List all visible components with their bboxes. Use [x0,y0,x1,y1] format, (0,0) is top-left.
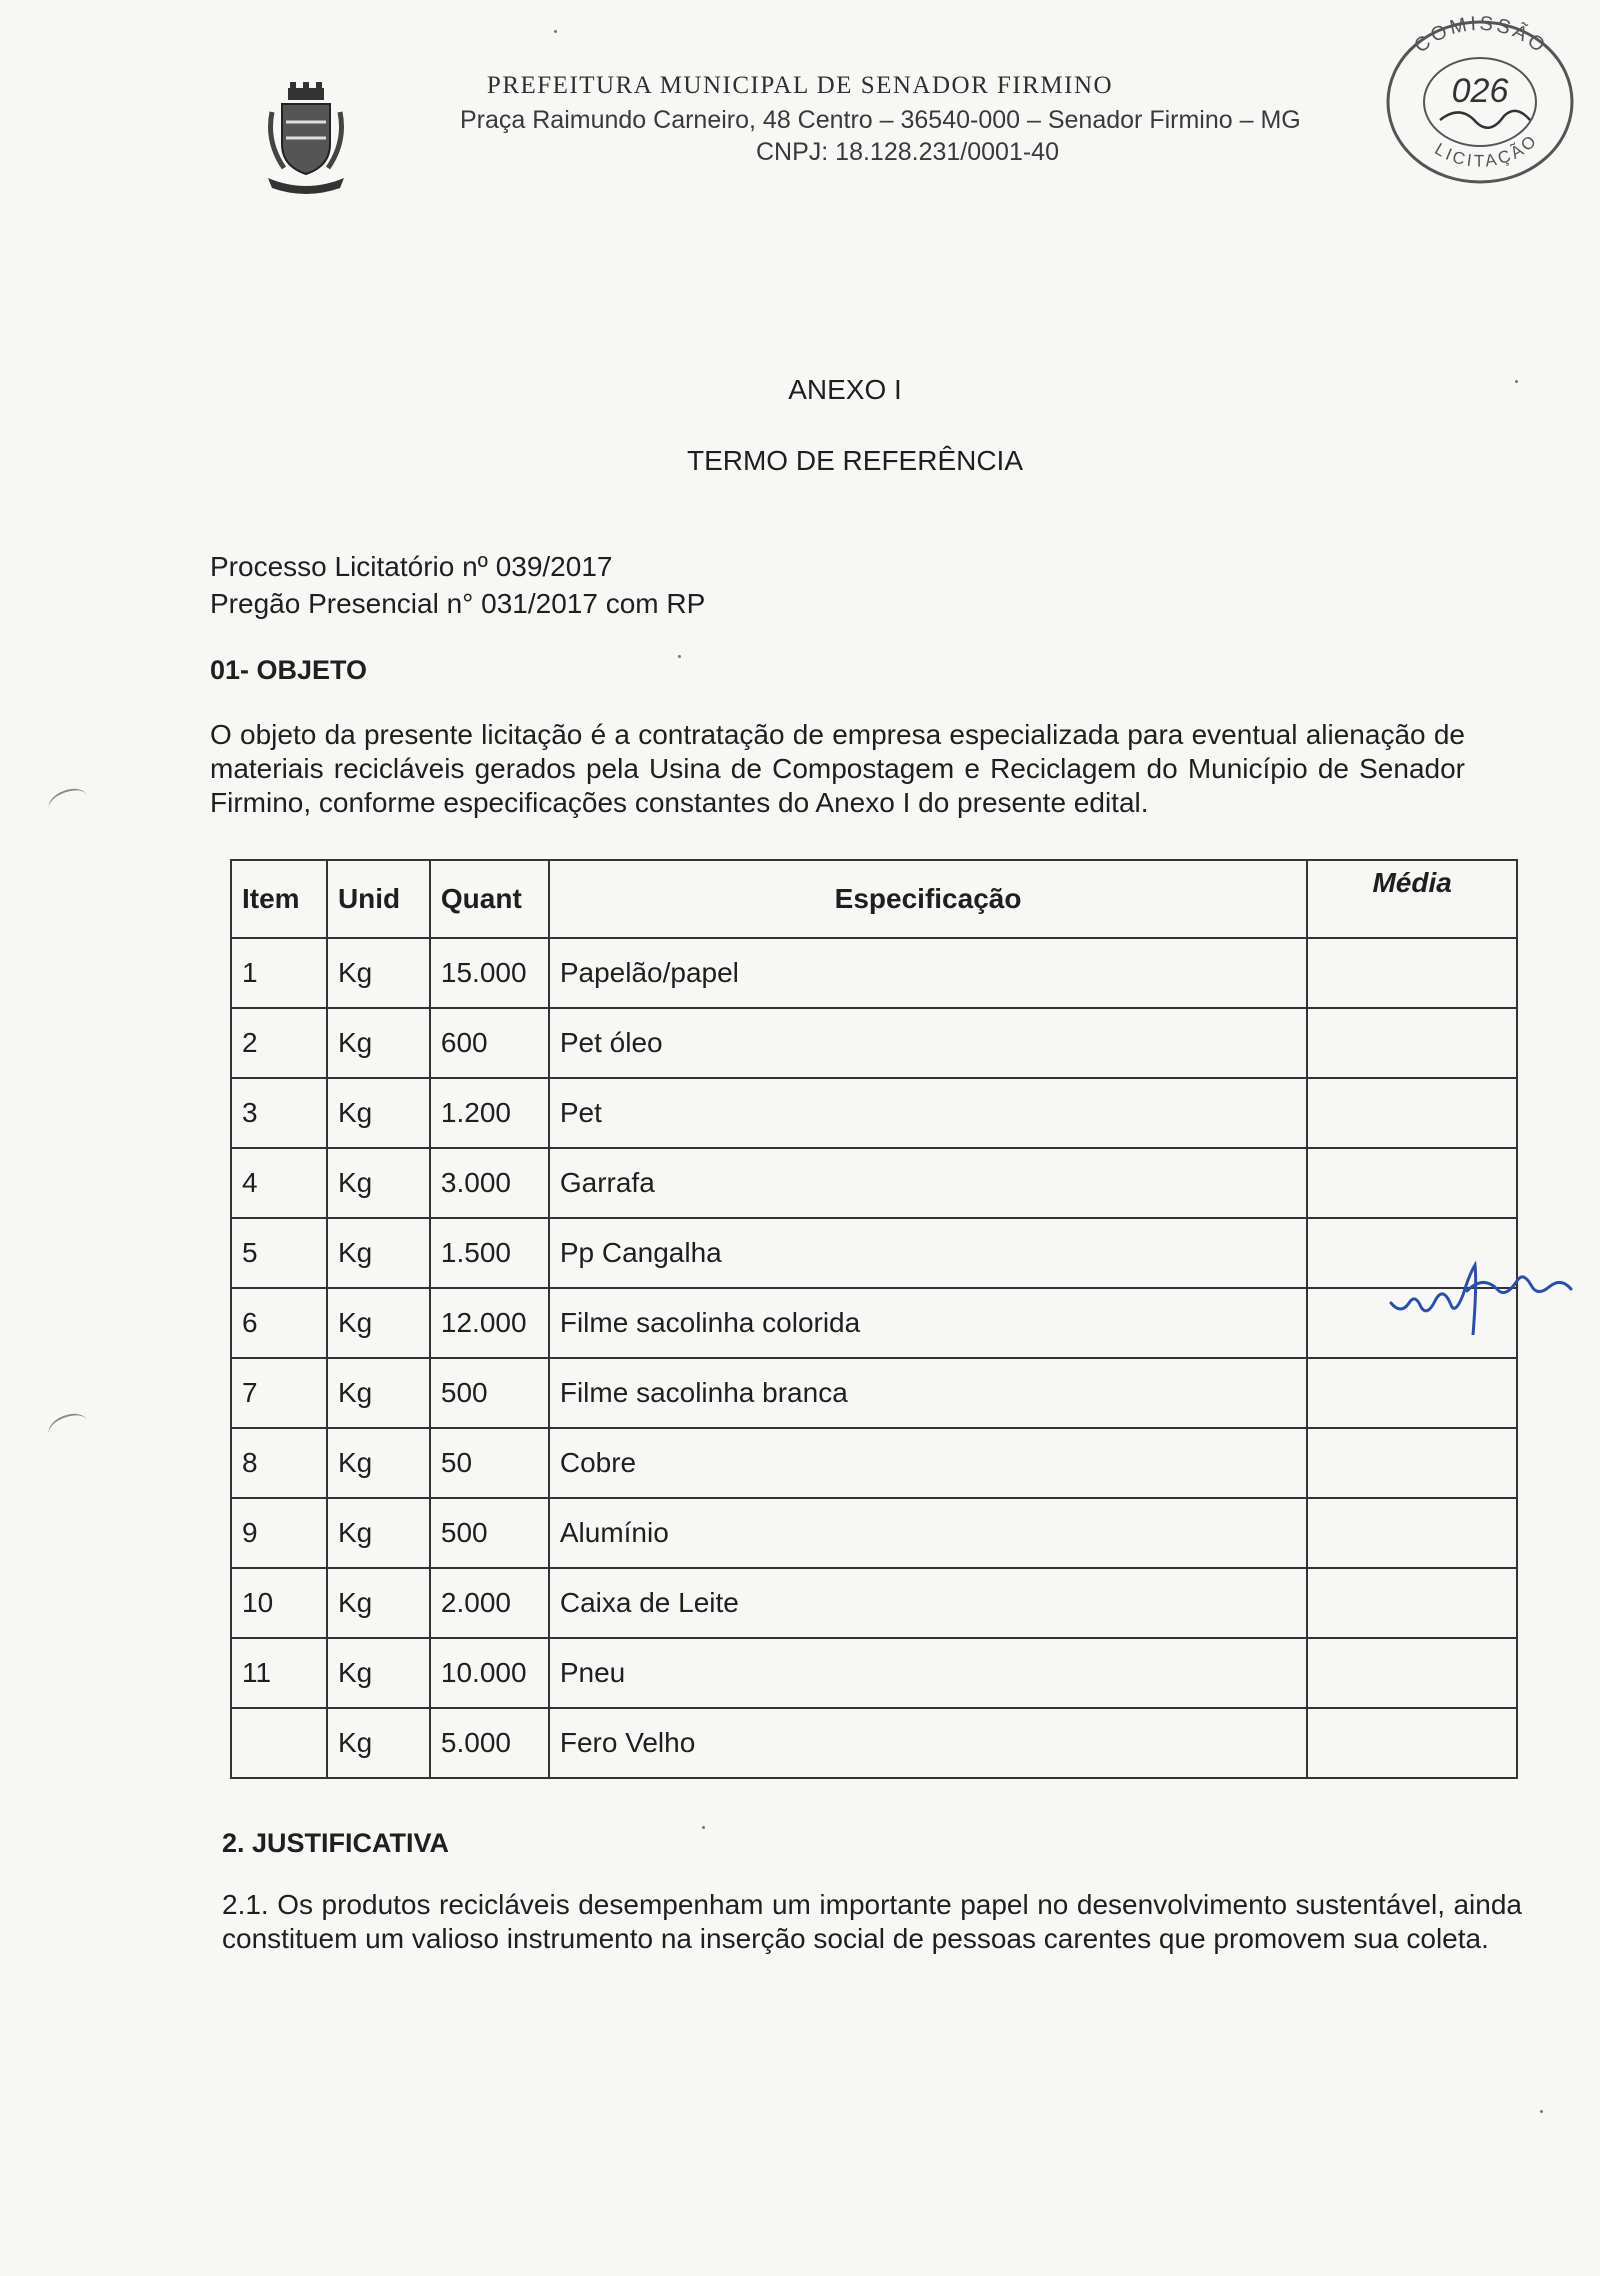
cell-item: 1 [231,938,327,1008]
table-row [231,1498,1517,1568]
cell-spec: Pneu [549,1638,1307,1708]
cell-unid: Kg [327,1708,430,1778]
cell-unid: Kg [327,1078,430,1148]
municipality-cnpj: CNPJ: 18.128.231/0001-40 [756,138,1059,166]
cell-spec: Garrafa [549,1148,1307,1218]
cell-spec: Cobre [549,1428,1307,1498]
materials-table [230,859,1518,1779]
cell-unid: Kg [327,1288,430,1358]
cell-quant: 500 [430,1498,549,1568]
cell-quant: 2.000 [430,1568,549,1638]
scan-mark-decoration [45,784,91,820]
cell-item: 5 [231,1218,327,1288]
cell-item: 11 [231,1638,327,1708]
cell-item: 6 [231,1288,327,1358]
cell-spec: Fero Velho [549,1708,1307,1778]
table-row [231,938,1517,1008]
cell-media [1307,1568,1517,1638]
table-row [231,1148,1517,1218]
cell-media [1307,1008,1517,1078]
cell-item: 3 [231,1078,327,1148]
cell-item: 2 [231,1008,327,1078]
header-item: Item [231,860,327,938]
commission-stamp-icon [1380,12,1580,190]
cell-unid: Kg [327,1568,430,1638]
cell-quant: 10.000 [430,1638,549,1708]
objeto-paragraph: O objeto da presente licitação é a contratação de empresa especializada para eventual alienação de materiais recicláveis gerados pela Usina de Compostagem e Reciclagem do Município de Senador Firmino, conforme especificações constantes do Anexo I do presente edital. [210,719,1465,818]
table-row [231,1288,1517,1358]
cell-media [1307,1428,1517,1498]
process-info [210,548,705,622]
reference-title: TERMO DE REFERÊNCIA [686,445,1024,476]
table-row [231,1078,1517,1148]
cell-spec: Pet óleo [549,1008,1307,1078]
scan-speck-decoration [1515,380,1518,383]
cell-quant: 1.200 [430,1078,549,1148]
scan-mark-decoration [45,1409,91,1445]
header-quant: Quant [430,860,549,938]
cell-unid: Kg [327,938,430,1008]
svg-text:LICITAÇÃO [1431,130,1541,171]
cell-media [1307,1148,1517,1218]
cell-unid: Kg [327,1638,430,1708]
scan-speck-decoration [678,655,681,658]
stamp-top-text: COMISSÃO [1410,12,1552,59]
cell-quant: 15.000 [430,938,549,1008]
table-row [231,1008,1517,1078]
cell-media [1307,1078,1517,1148]
municipality-address: Praça Raimundo Carneiro, 48 Centro – 36540-000 – Senador Firmino – MG [460,106,1301,134]
cell-quant: 500 [430,1358,549,1428]
cell-spec: Papelão/papel [549,938,1307,1008]
cell-quant: 3.000 [430,1148,549,1218]
cell-spec: Filme sacolinha colorida [549,1288,1307,1358]
scan-speck-decoration [554,30,557,33]
cell-media [1307,1358,1517,1428]
auction-number: Pregão Presencial n° 031/2017 com RP [210,588,706,619]
cell-item: 7 [231,1358,327,1428]
cell-spec: Pp Cangalha [549,1218,1307,1288]
stamp-number: 026 [1451,72,1509,110]
cell-unid: Kg [327,1148,430,1218]
cell-unid: Kg [327,1358,430,1428]
cell-unid: Kg [327,1428,430,1498]
cell-media [1307,1638,1517,1708]
cell-item: 9 [231,1498,327,1568]
cell-media [1307,938,1517,1008]
cell-media [1307,1498,1517,1568]
cell-unid: Kg [327,1218,430,1288]
table-row [231,1218,1517,1288]
cell-quant: 50 [430,1428,549,1498]
cell-unid: Kg [327,1498,430,1568]
scan-speck-decoration [702,1826,705,1829]
table-row [231,1638,1517,1708]
municipality-title: PREFEITURA MUNICIPAL DE SENADOR FIRMINO [486,72,1114,99]
cell-item [231,1708,327,1778]
cell-spec: Filme sacolinha branca [549,1358,1307,1428]
cell-quant: 12.000 [430,1288,549,1358]
table-header-row [231,860,1517,938]
scan-speck-decoration [1540,2110,1543,2113]
cell-item: 10 [231,1568,327,1638]
cell-spec: Alumínio [549,1498,1307,1568]
cell-item: 8 [231,1428,327,1498]
header-media: Média [1307,860,1517,938]
cell-quant: 5.000 [430,1708,549,1778]
cell-quant: 600 [430,1008,549,1078]
table-row [231,1708,1517,1778]
annex-title: ANEXO I [788,374,902,405]
table-row [231,1358,1517,1428]
process-number: Processo Licitatório nº 039/2017 [210,551,613,582]
cell-unid: Kg [327,1008,430,1078]
table-row [231,1428,1517,1498]
handwritten-signature-icon [1385,1245,1575,1335]
cell-quant: 1.500 [430,1218,549,1288]
cell-item: 4 [231,1148,327,1218]
justificativa-paragraph: 2.1. Os produtos recicláveis desempenham um importante papel no desenvolvimento sustentável, ainda constituem um valioso instrumento na inserção social de pessoas carentes que promovem sua coleta. [222,1889,1522,1954]
cell-media [1307,1708,1517,1778]
header-unid: Unid [327,860,430,938]
justificativa-heading: 2. JUSTIFICATIVA [222,1828,450,1858]
stamp-bottom-text: LICITAÇÃO [1431,129,1542,171]
header-spec: Especificação [549,860,1307,938]
cell-spec: Pet [549,1078,1307,1148]
objeto-heading: 01- OBJETO [210,655,368,685]
table-row [231,1568,1517,1638]
cell-spec: Caixa de Leite [549,1568,1307,1638]
